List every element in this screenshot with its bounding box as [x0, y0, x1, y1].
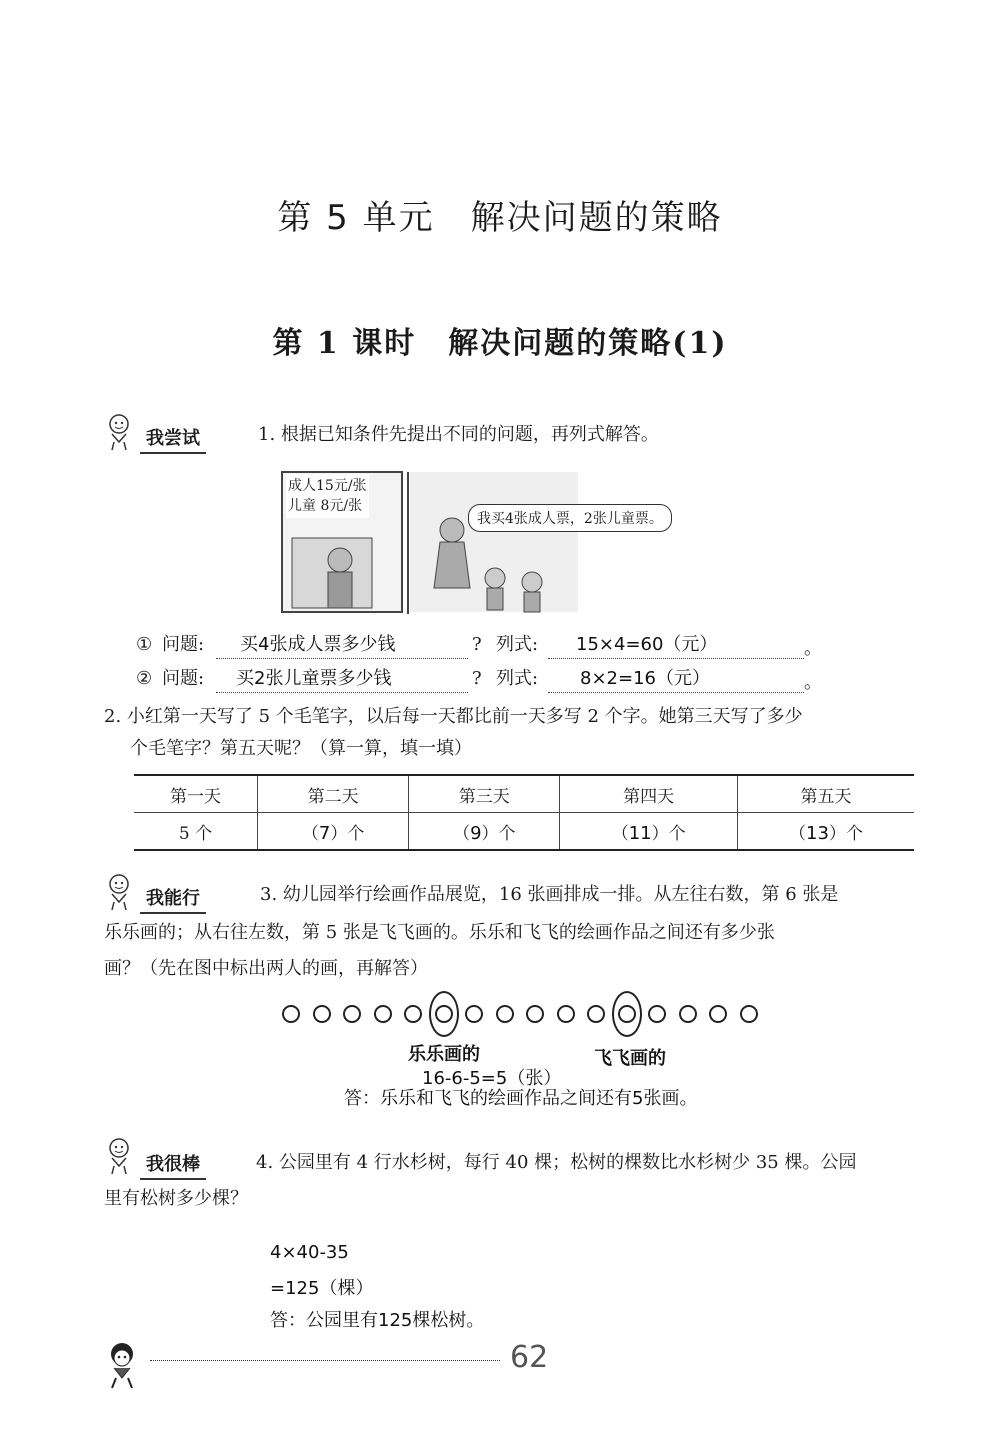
question-label: 问题:: [162, 634, 205, 655]
unit-title: 第 5 单元 解决问题的策略: [277, 198, 723, 238]
painting-circle: [526, 1005, 544, 1023]
question-label: 问题:: [162, 668, 205, 689]
row-number: ②: [136, 668, 153, 689]
speech-bubble: 我买4张成人票，2张儿童票。: [468, 504, 672, 532]
painting-circle: [313, 1005, 331, 1023]
header-day-5: 第五天: [737, 775, 914, 813]
painting-circle: [496, 1005, 514, 1023]
answer-day-4: 11: [628, 822, 652, 844]
page-number: 62: [510, 1340, 549, 1375]
q3-line-1: 3. 幼儿园举行绘画作品展览，16 张画排成一排。从左往右数，第 6 张是: [260, 884, 839, 905]
answer-day-2: 7: [318, 822, 331, 844]
mascot-icon: [102, 1136, 136, 1180]
q4-answer: 答：公园里有125棵松树。: [270, 1310, 485, 1331]
question-mark: ?: [472, 668, 482, 689]
painting-circle: [587, 1005, 605, 1023]
formula-label: 列式:: [496, 634, 539, 655]
question-mark: ?: [472, 634, 482, 655]
feifei-mark: [612, 991, 642, 1037]
q1-text: 1. 根据已知条件先提出不同的问题，再列式解答。: [258, 424, 659, 445]
q4-line-2: 里有松树多少棵？: [104, 1188, 248, 1209]
header-day-4: 第四天: [560, 775, 738, 813]
paintings-row: [282, 995, 762, 1035]
label-feifei: 飞飞画的: [594, 1048, 666, 1069]
q3-line-2: 乐乐画的；从右往左数，第 5 张是飞飞画的。乐乐和飞飞的绘画作品之间还有多少张: [104, 922, 775, 943]
price-adult: 成人15元/张: [288, 478, 367, 494]
painting-circle: [374, 1005, 392, 1023]
days-table: [134, 774, 914, 851]
painting-circle: [282, 1005, 300, 1023]
q2-line-2: 个毛笔字？第五天呢？（算一算，填一填）: [130, 738, 472, 759]
section-badge-try: 我尝试: [140, 424, 206, 454]
cell-day-5: （13）个: [737, 813, 914, 851]
painting-circle: [404, 1005, 422, 1023]
formula-answer: 8×2=16（元）: [580, 668, 710, 689]
painting-circle: [343, 1005, 361, 1023]
cell-day-2: （7）个: [258, 813, 409, 851]
mascot-icon: [102, 872, 136, 916]
q4-work-1: 4×40-35: [270, 1242, 349, 1263]
answer-day-5: 13: [806, 822, 829, 844]
lesson-title: 第 1 课时 解决问题的策略(1): [272, 326, 728, 361]
price-child: 儿童 8元/张: [288, 498, 363, 514]
cell-day-3: （9）个: [409, 813, 560, 851]
cell-day-1: 5 个: [134, 813, 258, 851]
row-number: ①: [136, 634, 153, 655]
question-answer: 买2张儿童票多少钱: [236, 668, 392, 689]
header-day-1: 第一天: [134, 775, 258, 813]
row-end: 。: [804, 672, 822, 693]
painting-circle: [740, 1005, 758, 1023]
q3-line-3: 画？（先在图中标出两人的画，再解答）: [104, 958, 428, 979]
formula-answer: 15×4=60（元）: [576, 634, 718, 655]
painting-circle: [465, 1005, 483, 1023]
row-end: 。: [804, 638, 822, 659]
header-day-3: 第三天: [409, 775, 560, 813]
q2-line-1: 2. 小红第一天写了 5 个毛笔字，以后每一天都比前一天多写 2 个字。她第三天写了多少: [104, 706, 803, 727]
painting-circle: [557, 1005, 575, 1023]
header-day-2: 第二天: [258, 775, 409, 813]
q4-line-1: 4. 公园里有 4 行水杉树，每行 40 棵；松树的棵数比水杉树少 35 棵。公园: [256, 1152, 857, 1173]
lele-mark: [429, 991, 459, 1037]
q3-formula: 16-6-5=5（张）: [422, 1068, 562, 1089]
section-badge-can: 我能行: [140, 884, 206, 914]
painting-circle: [648, 1005, 666, 1023]
cell-day-4: （11）个: [560, 813, 738, 851]
painting-circle: [679, 1005, 697, 1023]
section-badge-great: 我很棒: [140, 1150, 206, 1180]
q3-answer: 答：乐乐和飞飞的绘画作品之间还有5张画。: [344, 1088, 698, 1109]
question-answer: 买4张成人票多少钱: [240, 634, 396, 655]
painting-circle: [709, 1005, 727, 1023]
price-sign: [286, 474, 369, 518]
q4-work-2: =125（棵）: [270, 1278, 374, 1299]
mascot-icon: [102, 412, 136, 456]
footer-divider: [150, 1360, 500, 1361]
footer-mascot-icon: [100, 1340, 146, 1394]
label-lele: 乐乐画的: [408, 1044, 480, 1065]
formula-label: 列式:: [496, 668, 539, 689]
answer-day-3: 9: [470, 822, 482, 844]
